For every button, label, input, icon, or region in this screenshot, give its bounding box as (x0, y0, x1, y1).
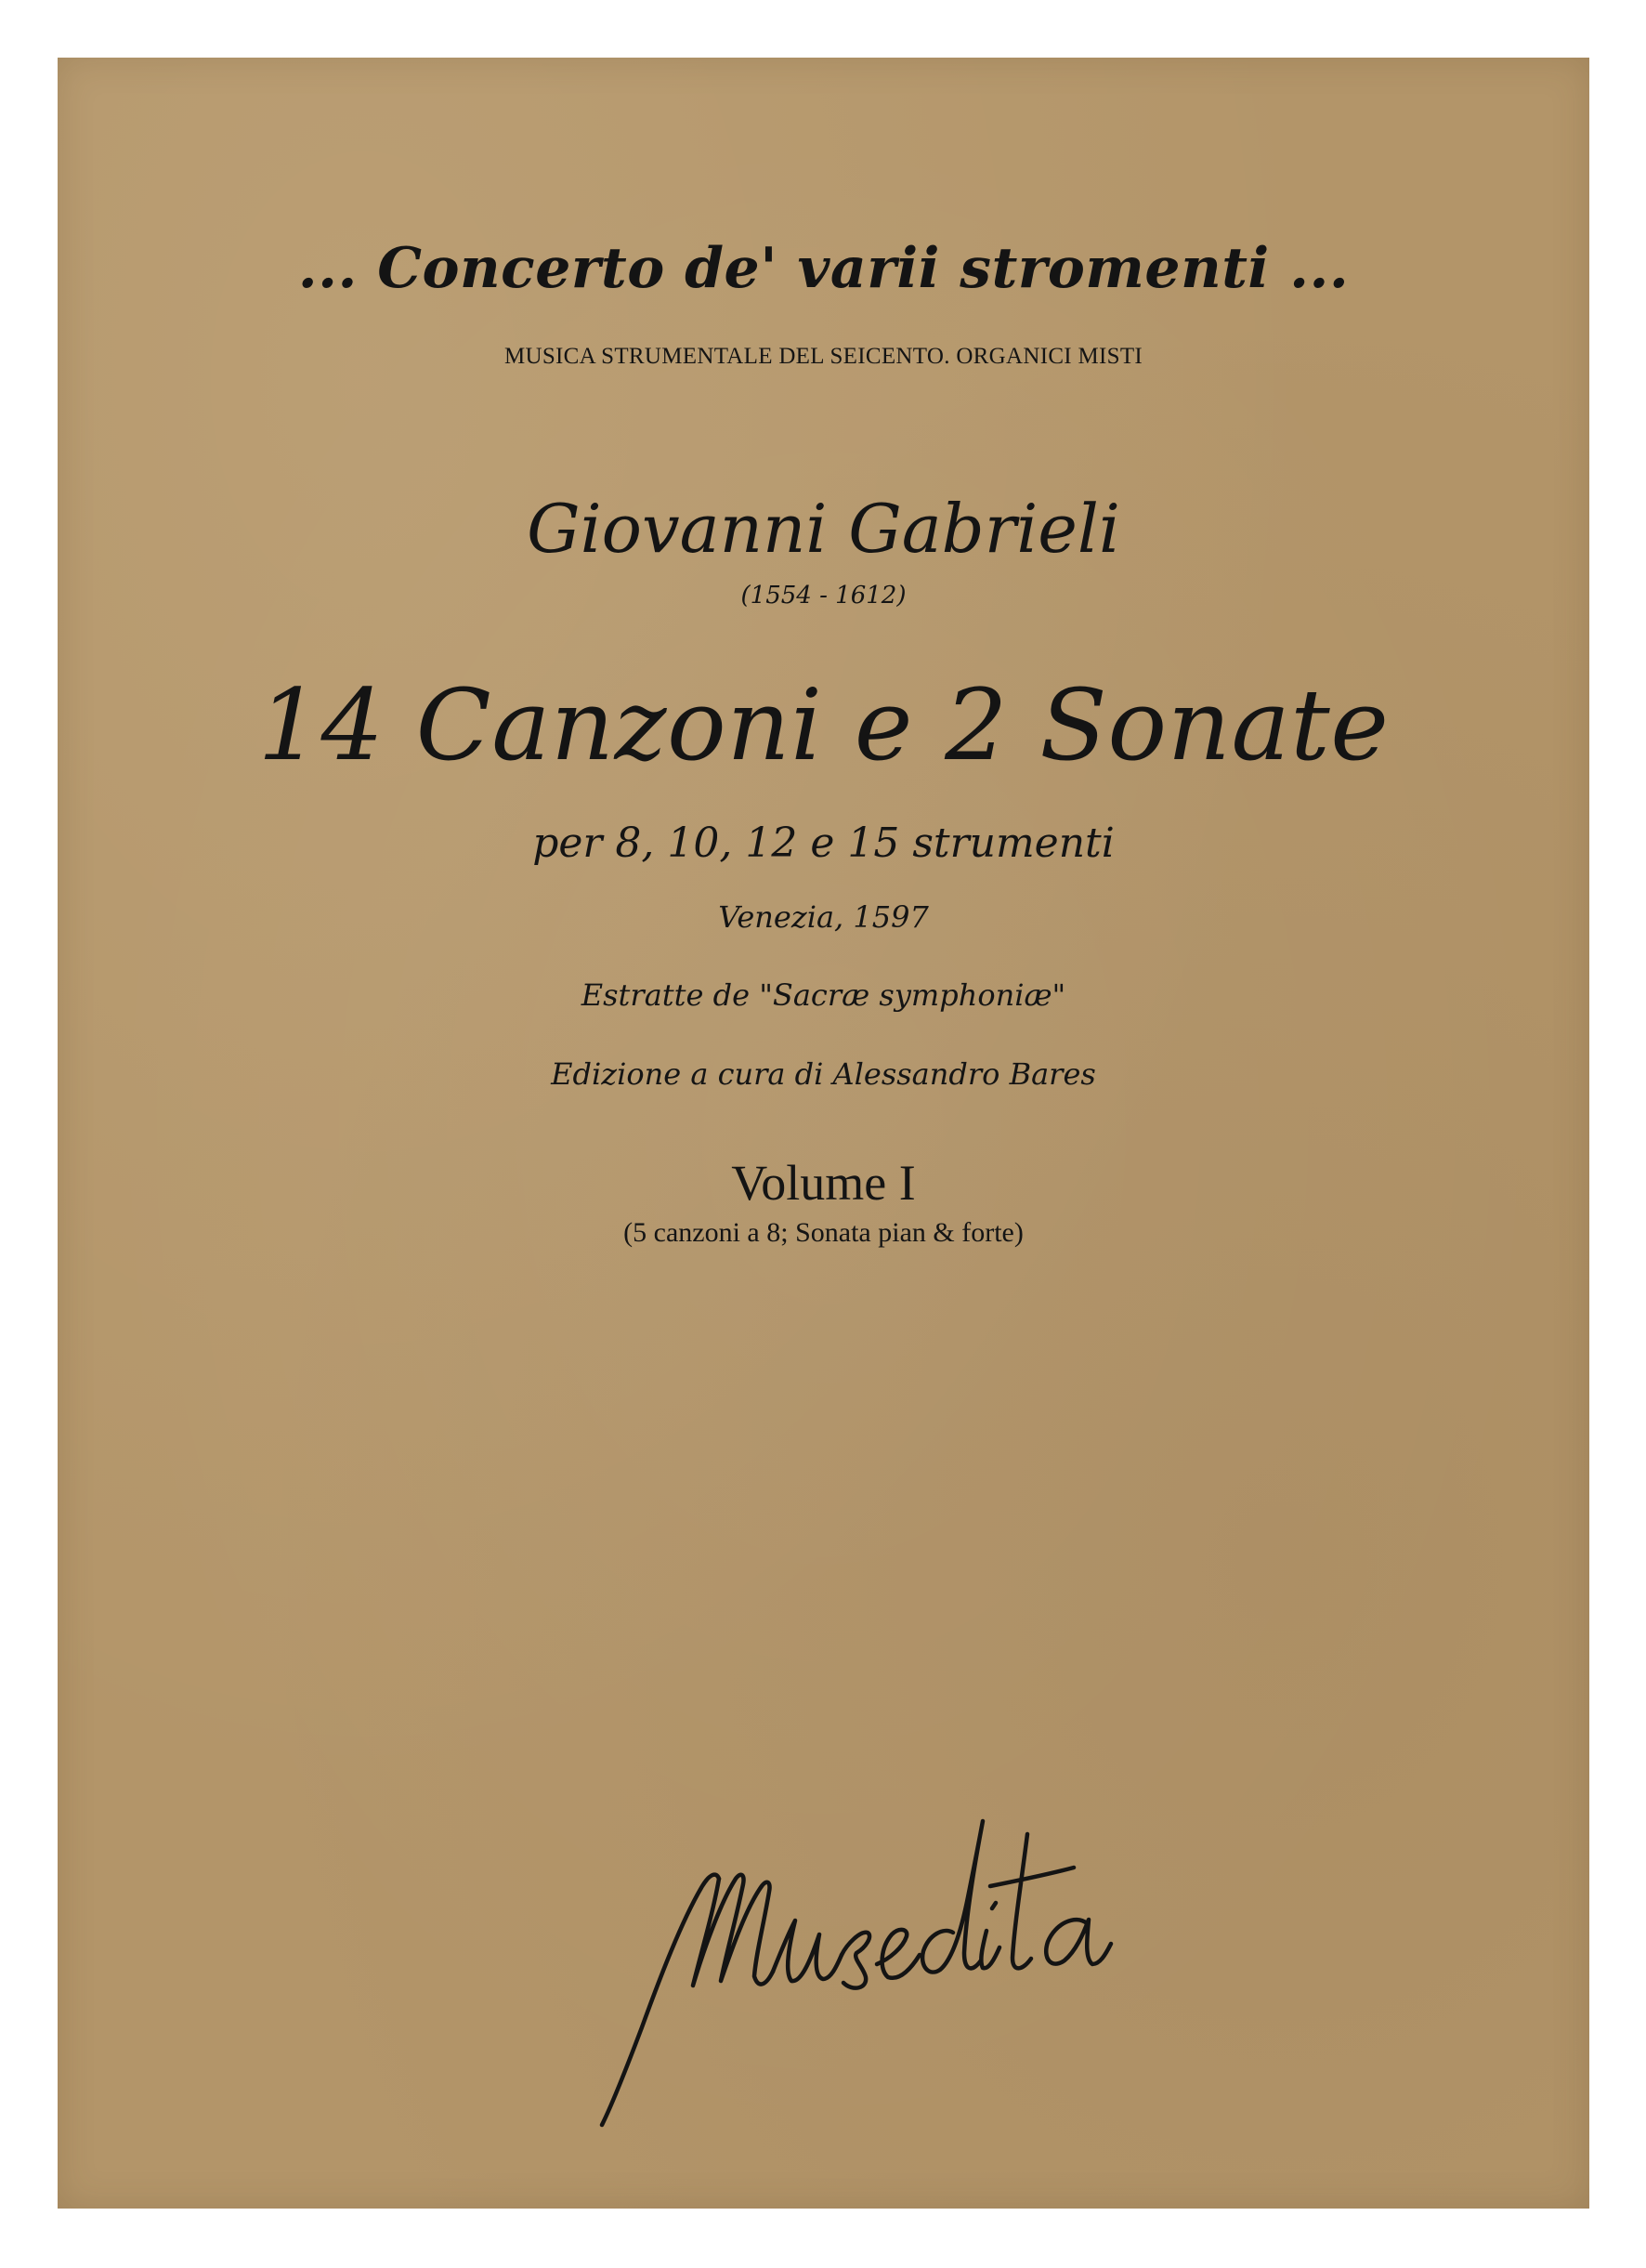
publisher-signature-logo (554, 1749, 1185, 2139)
cover-page (58, 58, 1589, 2209)
place-date: Venezia, 1597 (718, 899, 929, 935)
composer-dates: (1554 - 1612) (740, 582, 907, 610)
series-subtitle: MUSICA STRUMENTALE DEL SEICENTO. ORGANICI MISTI (503, 344, 1143, 369)
source-note: Estratte de "Sacræ symphoniæ" (581, 977, 1066, 1013)
series-title: ... Concerto de' varii stromenti ... (297, 236, 1350, 301)
composer-name: Giovanni Gabrieli (527, 490, 1120, 568)
work-title: 14 Canzoni e 2 Sonate (257, 668, 1390, 782)
volume-label: Volume I (731, 1155, 916, 1211)
editor-credit: Edizione a cura di Alessandro Bares (551, 1056, 1096, 1092)
instrumentation: per 8, 10, 12 e 15 strumenti (532, 819, 1115, 867)
volume-contents: (5 canzoni a 8; Sonata pian & forte) (623, 1217, 1024, 1248)
